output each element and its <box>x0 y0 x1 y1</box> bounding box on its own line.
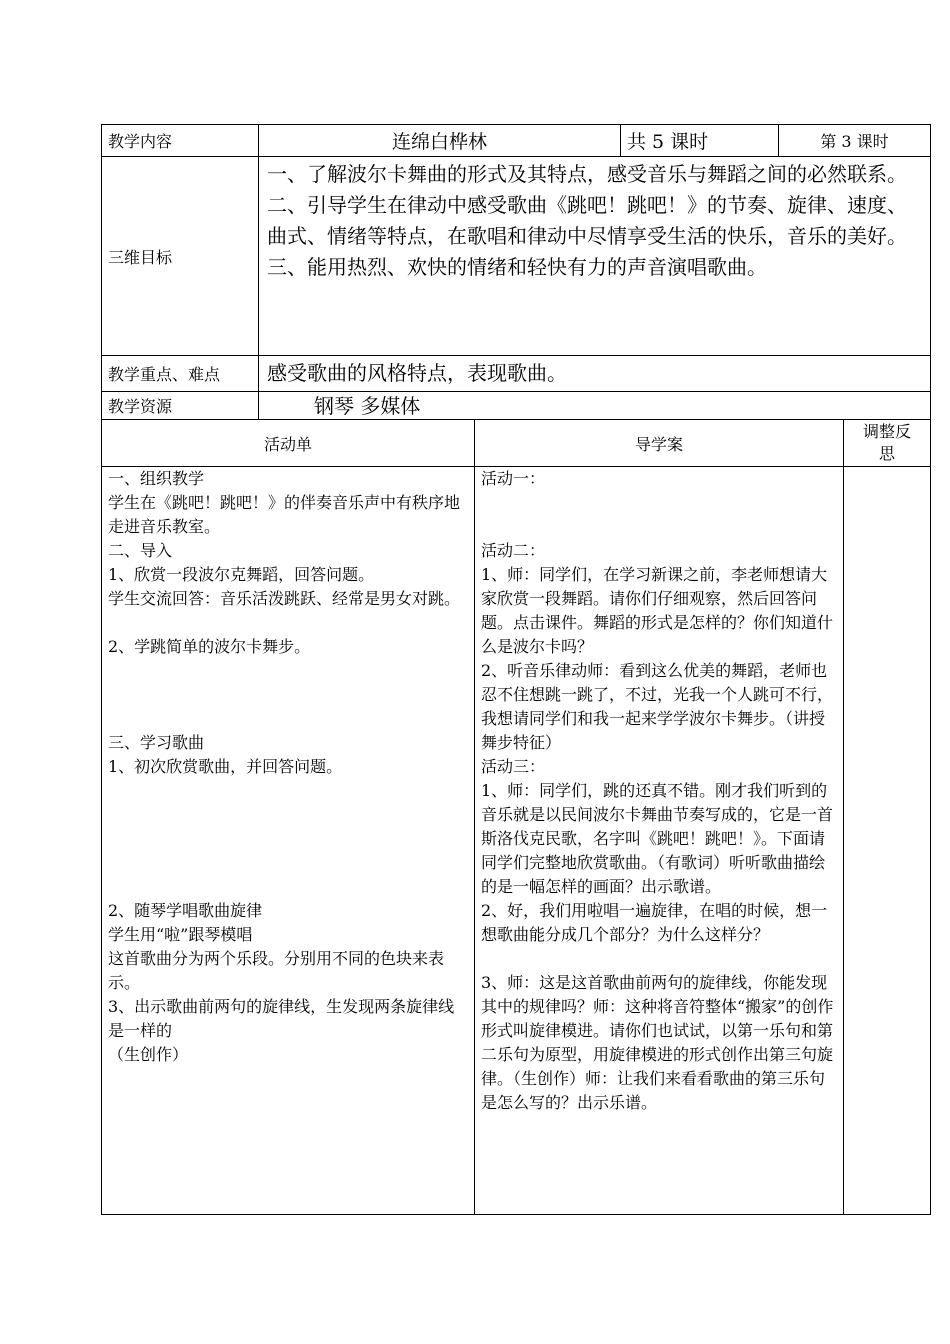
guide-line: 活动三： <box>481 757 546 776</box>
activity-body-row <box>102 467 931 1215</box>
activity-line: 一、组织教学 <box>108 469 205 488</box>
lesson-title: 连绵白桦林 <box>259 125 621 157</box>
guide-line: 2、听音乐律动师：看到这么优美的舞蹈，老师也忍不住想跳一跳了，不过，光我一个人跳可不行，我想请同学们和我一起来学学波尔卡舞步。（讲授舞步特征） <box>481 661 834 752</box>
activity-table <box>101 419 931 1215</box>
goals-cell <box>259 157 931 356</box>
activity-line: 1、欣赏一段波尔克舞蹈，回答问题。 <box>108 565 375 584</box>
guide-line: 1、师：同学们，跳的还真不错。刚才我们听到的音乐就是以民间波尔卡舞曲节奏写成的，它是一首斯洛伐克民歌，名字叫《跳吧！跳吧！》。下面请同学们完整地欣赏歌曲。（有歌词）听听歌曲描绘的是一幅怎样的画面？出示歌谱。 <box>481 781 834 896</box>
guide-cell <box>475 467 844 1215</box>
activity-header-row <box>102 420 931 467</box>
lesson-info-table <box>101 124 931 420</box>
goal-item: 一、了解波尔卡舞曲的形式及其特点，感受音乐与舞蹈之间的必然联系。 <box>267 162 907 186</box>
activity-line: 学生在《跳吧！跳吧！》的伴奏音乐声中有秩序地走进音乐教室。 <box>108 493 461 536</box>
guide-line: 活动二： <box>481 541 546 560</box>
activity-line: 3、出示歌曲前两句的旋律线，生发现两条旋律线是一样的 <box>108 997 455 1040</box>
activity-line: 2、学跳简单的波尔卡舞步。 <box>108 637 311 656</box>
activity-line: 1、初次欣赏歌曲，并回答问题。 <box>108 757 343 776</box>
title-row <box>102 125 931 157</box>
focus-text: 感受歌曲的风格特点，表现歌曲。 <box>259 356 931 392</box>
total-lessons: 共 5 课时 <box>621 125 779 157</box>
guide-column-header: 导学案 <box>475 420 844 467</box>
activity-line: 二、导入 <box>108 541 173 560</box>
guide-line: 2、好，我们用啦唱一遍旋律，在唱的时候，想一想歌曲能分成几个部分？为什么这样分？ <box>481 901 828 944</box>
activity-line: 这首歌曲分为两个乐段。分别用不同的色块来表示。 <box>108 949 445 992</box>
focus-row <box>102 356 931 392</box>
activity-line: 学生用“啦”跟琴模唱 <box>108 925 253 944</box>
goals-label: 三维目标 <box>102 157 259 356</box>
goal-item: 二、引导学生在律动中感受歌曲《跳吧！跳吧！》的节奏、旋律、速度、曲式、情绪等特点，在歌唱和律动中尽情享受生活的快乐，音乐的美好。 <box>267 193 907 248</box>
activity-cell <box>102 467 475 1215</box>
activity-line: 学生交流回答：音乐活泼跳跃、经常是男女对跳。 <box>108 589 461 608</box>
resources-row <box>102 392 931 420</box>
activity-column-header: 活动单 <box>102 420 475 467</box>
current-lesson: 第 3 课时 <box>779 125 931 157</box>
lesson-plan-sheet <box>101 124 930 1215</box>
focus-label: 教学重点、难点 <box>102 356 259 392</box>
goals-row <box>102 157 931 356</box>
guide-line: 3、师：这是这首歌曲前两句的旋律线，你能发现其中的规律吗？师：这种将音符整体“搬家”的创作形式叫旋律模进。请你们也试试，以第一乐句和第二乐句为原型，用旋律模进的形式创作出第三句旋律。（生创作）师：让我们来看看歌曲的第三乐句是怎么写的？出示乐谱。 <box>481 973 834 1112</box>
resources-text: 钢琴 多媒体 <box>259 392 931 420</box>
resources-label: 教学资源 <box>102 392 259 420</box>
goal-item: 三、能用热烈、欢快的情绪和轻快有力的声音演唱歌曲。 <box>267 255 767 279</box>
guide-line: 活动一： <box>481 469 546 488</box>
reflect-column-header: 调整反思 <box>844 420 931 467</box>
content-label: 教学内容 <box>102 125 259 157</box>
activity-line: （生创作） <box>108 1045 189 1064</box>
activity-line: 2、随琴学唱歌曲旋律 <box>108 901 263 920</box>
reflect-cell <box>844 467 931 1215</box>
guide-line: 1、师：同学们，在学习新课之前，李老师想请大家欣赏一段舞蹈。请你们仔细观察，然后回答问题。点击课件。舞蹈的形式是怎样的？你们知道什么是波尔卡吗？ <box>481 565 834 656</box>
activity-line: 三、学习歌曲 <box>108 733 205 752</box>
